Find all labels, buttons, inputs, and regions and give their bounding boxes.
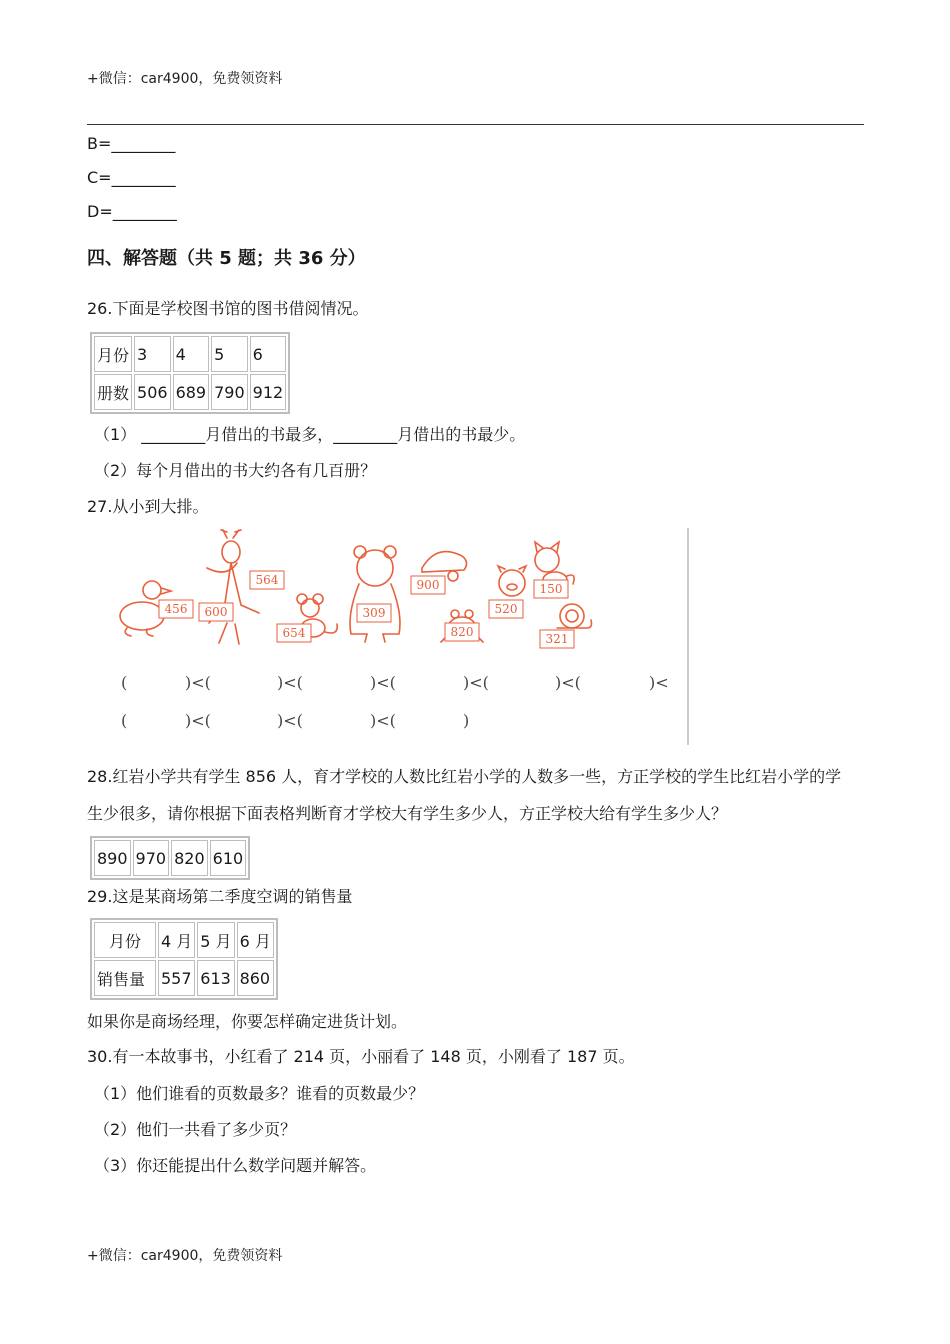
table-cell: 790	[211, 374, 248, 410]
card-text: 564	[255, 573, 279, 587]
pig-icon	[498, 566, 526, 596]
order-mark: )<(	[370, 673, 396, 692]
card-text: 900	[416, 578, 440, 592]
table-cell: 820	[171, 840, 208, 876]
table-cell: 689	[173, 374, 210, 410]
table-cell: 月份	[94, 336, 132, 372]
table-cell: 506	[134, 374, 171, 410]
card-text: 820	[450, 625, 474, 639]
table-cell: 销售量	[94, 960, 156, 996]
bear-icon	[350, 546, 400, 642]
order-mark: )<(	[370, 711, 396, 730]
table-cell: 4 月	[158, 922, 195, 958]
q30-sub3: （3）你还能提出什么数学问题并解答。	[94, 1156, 377, 1175]
order-mark: )<(	[463, 673, 489, 692]
q28-line1: 28.红岩小学共有学生 856 人，育才学校的人数比红岩小学的人数多一些，方正学校的学生比红岩小学的学	[87, 767, 842, 786]
order-mark: )<(	[277, 711, 303, 730]
table-cell: 6 月	[237, 922, 274, 958]
blank-d[interactable]: D=________	[87, 202, 177, 221]
q26-stem: 26.下面是学校图书馆的图书借阅情况。	[87, 299, 369, 318]
number-card	[445, 623, 479, 641]
q30-sub2: （2）他们一共看了多少页？	[94, 1120, 297, 1139]
order-mark: (	[121, 711, 128, 730]
order-mark: )<(	[185, 673, 211, 692]
q27-illustration	[87, 528, 689, 745]
table-cell: 912	[250, 374, 287, 410]
q27-stem: 27.从小到大排。	[87, 497, 209, 516]
card-text: 150	[539, 582, 563, 596]
card-text: 309	[362, 606, 386, 620]
order-mark: )<	[649, 673, 669, 692]
card-text: 456	[164, 602, 188, 616]
q29-row-sales	[94, 960, 274, 996]
number-card	[159, 600, 193, 618]
order-mark: )<(	[185, 711, 211, 730]
section-title: 四、解答题（共 5 题；共 36 分）	[87, 248, 366, 269]
table-cell: 册数	[94, 374, 132, 410]
table-cell: 3	[134, 336, 171, 372]
order-mark: )<(	[555, 673, 581, 692]
q26-sub1: （1） ________月借出的书最多，________月借出的书最少。	[94, 425, 526, 444]
number-card	[540, 630, 574, 648]
q30-sub1: （1）他们谁看的页数最多？谁看的页数最少？	[94, 1084, 425, 1103]
order-mark: (	[121, 673, 128, 692]
table-cell: 6	[250, 336, 287, 372]
number-card	[199, 603, 233, 621]
footer-watermark-note: +微信：car4900，免费领资料	[87, 1248, 283, 1264]
table-cell: 613	[197, 960, 234, 996]
number-card	[357, 604, 391, 622]
header-rule	[87, 124, 864, 125]
table-cell: 890	[94, 840, 131, 876]
blank-b[interactable]: B=________	[87, 134, 176, 153]
q28-line2: 生少很多，请你根据下面表格判断育才学校大有学生多少人，方正学校大给有学生多少人？	[87, 804, 728, 823]
card-text: 600	[204, 605, 228, 619]
table-cell: 5	[211, 336, 248, 372]
q26-table	[90, 332, 290, 414]
q29-row-month	[94, 922, 274, 958]
number-card	[277, 624, 311, 642]
q26-row-month	[94, 336, 286, 372]
order-mark: )<(	[277, 673, 303, 692]
table-cell: 月份	[94, 922, 156, 958]
number-card	[250, 571, 284, 589]
table-cell: 5 月	[197, 922, 234, 958]
blank-c[interactable]: C=________	[87, 168, 176, 187]
q29-tail: 如果你是商场经理，你要怎样确定进货计划。	[87, 1012, 408, 1031]
q28-row	[94, 840, 246, 876]
q29-stem: 29.这是某商场第二季度空调的销售量	[87, 887, 353, 906]
number-card	[534, 580, 568, 598]
table-cell: 4	[173, 336, 210, 372]
animals-picture	[87, 528, 689, 745]
header-watermark-note: +微信：car4900，免费领资料	[87, 71, 283, 87]
number-card	[411, 576, 445, 594]
table-cell: 970	[133, 840, 170, 876]
card-text: 654	[282, 626, 306, 640]
table-cell: 610	[210, 840, 247, 876]
q30-stem: 30.有一本故事书，小红看了 214 页，小丽看了 148 页，小刚看了 187 页。	[87, 1047, 635, 1066]
number-card	[489, 600, 523, 618]
q28-table	[90, 836, 250, 880]
order-mark: )	[463, 711, 470, 730]
card-text: 520	[494, 602, 518, 616]
snail-icon	[557, 604, 592, 628]
q29-table	[90, 918, 278, 1000]
table-cell: 860	[237, 960, 274, 996]
q26-sub2: （2）每个月借出的书大约各有几百册？	[94, 461, 377, 480]
q26-row-count	[94, 374, 286, 410]
table-cell: 557	[158, 960, 195, 996]
card-text: 321	[545, 632, 569, 646]
